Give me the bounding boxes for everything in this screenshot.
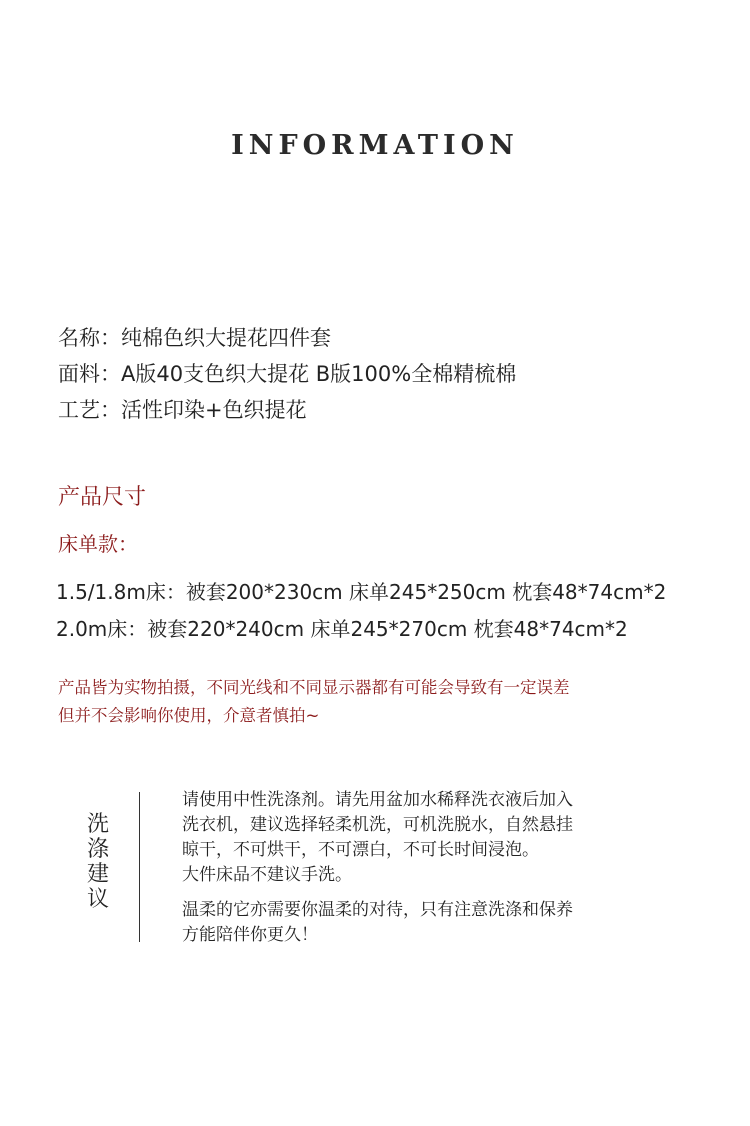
sheet-style-subtitle: 床单款：: [58, 532, 138, 556]
washing-instructions: [182, 788, 573, 948]
product-info: [58, 320, 516, 428]
product-craft: 工艺：活性印染+色织提花: [58, 398, 307, 422]
size-line-20: 2.0m床：被套220*240cm 床单245*270cm 枕套48*74cm*2: [56, 617, 628, 641]
closing-line: 方能陪伴你更久！: [182, 925, 318, 945]
wash-line: 晾干，不可烘干，不可漂白，不可长时间浸泡。: [182, 840, 539, 860]
page-title: INFORMATION: [231, 130, 519, 161]
size-line-1518: 1.5/1.8m床：被套200*230cm 床单245*250cm 枕套48*74cm*2: [56, 580, 667, 604]
wash-line: 请使用中性洗涤剂。请先用盆加水稀释洗衣液后加入: [182, 790, 573, 810]
size-section-title: 产品尺寸: [58, 485, 147, 510]
wash-line: 洗衣机，建议选择轻柔机洗，可机洗脱水，自然悬挂: [182, 815, 573, 835]
label-char: 建: [86, 862, 109, 887]
disclaimer-line-1: 产品皆为实物拍摄，不同光线和不同显示器都有可能会导致有一定误差: [58, 678, 570, 697]
wash-line: 大件床品不建议手洗。: [182, 865, 352, 885]
vertical-divider: [139, 792, 140, 942]
label-char: 洗: [86, 812, 109, 837]
label-char: 涤: [86, 837, 109, 862]
product-name: 名称：纯棉色织大提花四件套: [58, 326, 331, 350]
spacer: [182, 888, 573, 898]
washing-advice-label: [86, 812, 110, 912]
label-char: 议: [86, 887, 109, 912]
photo-disclaimer: [58, 674, 570, 730]
closing-line: 温柔的它亦需要你温柔的对待，只有注意洗涤和保养: [182, 900, 573, 920]
size-list: [56, 574, 666, 648]
product-fabric: 面料：A版40支色织大提花 B版100%全棉精梳棉: [58, 362, 517, 386]
disclaimer-line-2: 但并不会影响你使用，介意者慎拍~: [58, 706, 320, 725]
